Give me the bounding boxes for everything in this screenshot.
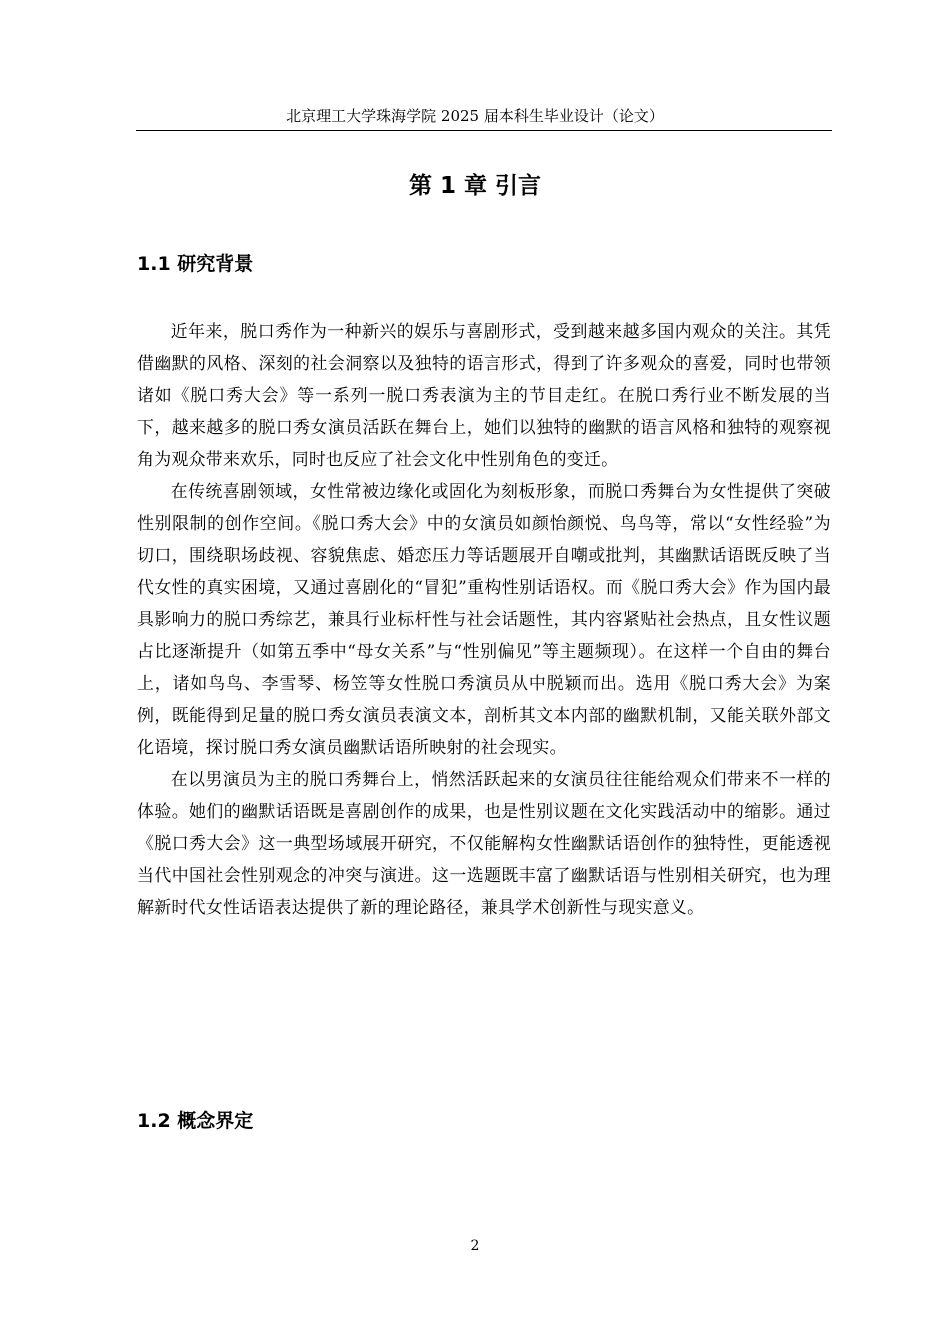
- header-divider: [136, 130, 832, 131]
- section-1-1-body: [137, 315, 831, 923]
- paragraph: 在以男演员为主的脱口秀舞台上，悄然活跃起来的女演员往往能给观众们带来不一样的体验。她们的幽默话语既是喜剧创作的成果，也是性别议题在文化实践活动中的缩影。通过《脱口秀大会》这一典型场域展开研究，不仅能解构女性幽默话语创作的独特性，更能透视当代中国社会性别观念的冲突与演进。这一选题既丰富了幽默话语与性别相关研究，也为理解新时代女性话语表达提供了新的理论路径，兼具学术创新性与现实意义。: [137, 769, 831, 917]
- section-heading-1-1: 1.1 研究背景: [137, 253, 254, 275]
- running-header: 北京理工大学珠海学院 2025 届本科生毕业设计（论文）: [286, 107, 664, 125]
- paragraph: 近年来，脱口秀作为一种新兴的娱乐与喜剧形式，受到越来越多国内观众的关注。其凭借幽默的风格、深刻的社会洞察以及独特的语言形式，得到了许多观众的喜爱，同时也带领诸如《脱口秀大会》等一系列一脱口秀表演为主的节目走红。在脱口秀行业不断发展的当下，越来越多的脱口秀女演员活跃在舞台上，她们以独特的幽默的语言风格和独特的观察视角为观众带来欢乐，同时也反应了社会文化中性别角色的变迁。: [137, 321, 831, 469]
- chapter-title: 第 1 章 引言: [408, 173, 542, 199]
- paragraph: 在传统喜剧领域，女性常被边缘化或固化为刻板形象，而脱口秀舞台为女性提供了突破性别限制的创作空间。《脱口秀大会》中的女演员如颜怡颜悦、鸟鸟等，常以“女性经验”为切口，围绕职场歧视、容貌焦虑、婚恋压力等话题展开自嘲或批判，其幽默话语既反映了当代女性的真实困境，又通过喜剧化的“冒犯”重构性别话语权。而《脱口秀大会》作为国内最具影响力的脱口秀综艺，兼具行业标杆性与社会话题性，其内容紧贴社会热点，且女性议题占比逐渐提升（如第五季中“母女关系”与“性别偏见”等主题频现）。在这样一个自由的舞台上，诸如鸟鸟、李雪琴、杨笠等女性脱口秀演员从中脱颖而出。选用《脱口秀大会》为案例，既能得到足量的脱口秀女演员表演文本，剖析其文本内部的幽默机制，又能关联外部文化语境，探讨脱口秀女演员幽默话语所映射的社会现实。: [137, 481, 831, 757]
- section-heading-1-2: 1.2 概念界定: [137, 1110, 254, 1132]
- page-number: 2: [470, 1238, 480, 1254]
